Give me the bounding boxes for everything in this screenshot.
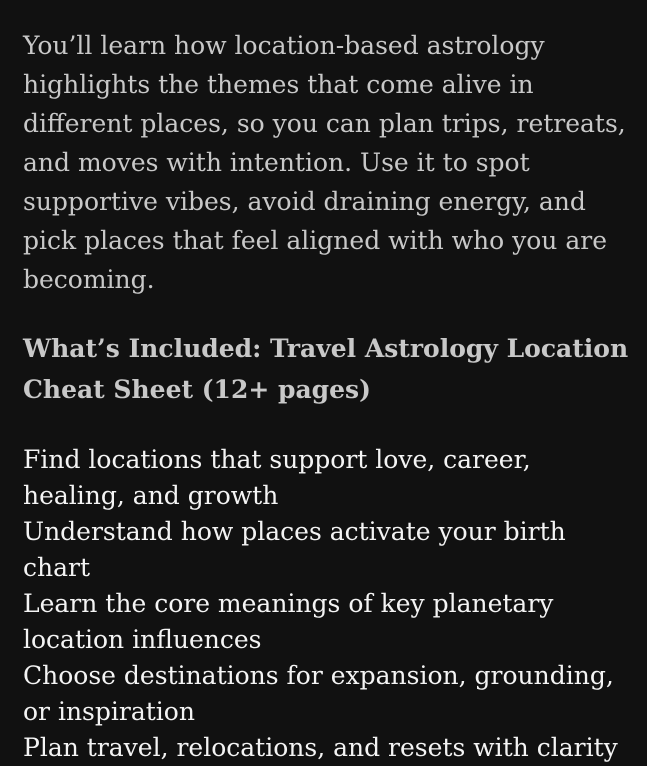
benefit-item-planetary-influences: Learn the core meanings of key planetary location influences [23, 589, 554, 654]
benefit-item-travel-planning: Plan travel, relocations, and resets with clarity [23, 733, 618, 762]
benefit-item-locations: Find locations that support love, career, healing, and growth [23, 445, 531, 510]
benefits-list [23, 442, 633, 766]
product-description [23, 26, 633, 766]
benefit-item-destinations: Choose destinations for expansion, grounding, or inspiration [23, 661, 614, 726]
whats-included-heading: What’s Included: Travel Astrology Location Cheat Sheet (12+ pages) [23, 334, 629, 404]
intro-paragraph: You’ll learn how location-based astrology highlights the themes that come alive in different places, so you can plan trips, retreats, and moves with intention. Use it to spot supportive vibes, avoid draining energy, and pick places that feel aligned with who you are becoming. [23, 31, 626, 294]
benefit-item-birth-chart: Understand how places activate your birth chart [23, 517, 566, 582]
